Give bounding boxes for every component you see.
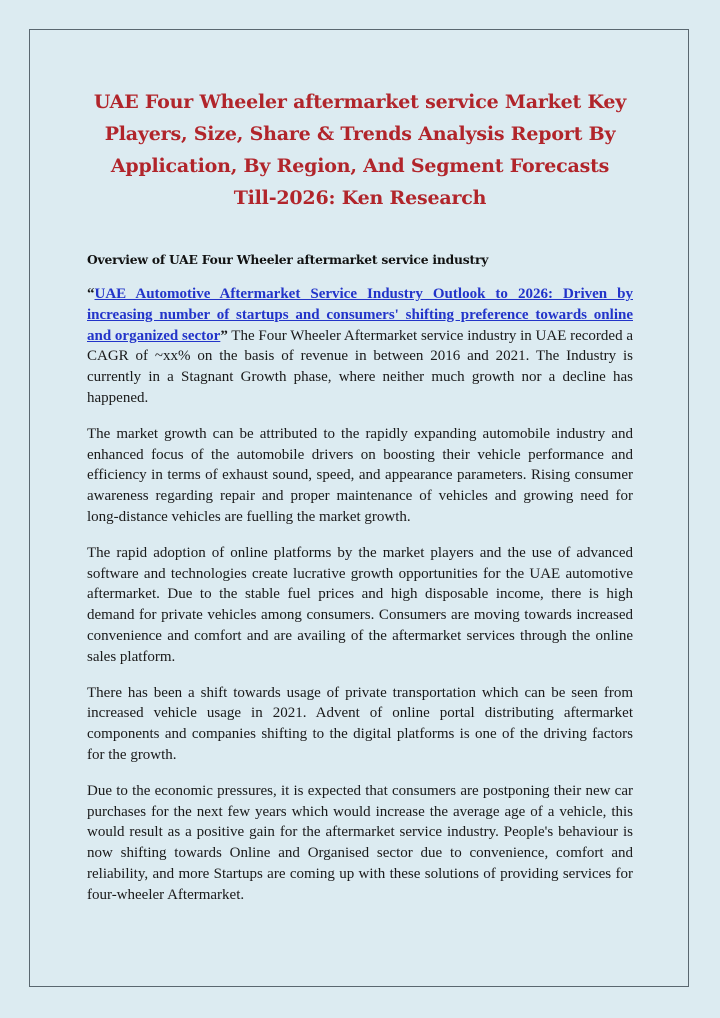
section-heading: Overview of UAE Four Wheeler aftermarket service industry — [87, 252, 489, 267]
report-link[interactable]: UAE Automotive Aftermarket Service Industry Outlook to 2026: Driven by increasing number of startups and consumers' shifting preference towards online and organized sector — [87, 286, 633, 344]
paragraph-overview-body: The Four Wheeler Aftermarket service industry in UAE recorded a CAGR of ~xx% on the basis of revenue in between 2016 and 2021. The Industry is currently in a Stagnant Growth phase, where neither much growth nor a decline has happened. — [87, 327, 633, 406]
paragraph-economic-pressures: Due to the economic pressures, it is expected that consumers are postponing their new car purchases for the next few years which would increase the average age of a vehicle, this would result as a positive gain for the aftermarket service industry. People's behaviour is now shifting towards Online and Organised sector due to convenience, comfort and reliability, and more Startups are coming up with these solutions of providing services for four-wheeler Aftermarket. — [87, 782, 633, 903]
paragraph-private-transport: There has been a shift towards usage of private transportation which can be seen from increased vehicle usage in 2021. Advent of online portal distributing aftermarket components and companies shifting to the digital platforms is one of the driving factors for the growth. — [87, 684, 633, 763]
open-quote: “ — [87, 286, 95, 302]
document-title: UAE Four Wheeler aftermarket service Market Key Players, Size, Share & Trends Analysis Report By Application, By Region, And Segment Forecasts Till-2026: Ken Research — [93, 91, 627, 209]
paragraph-market-growth: The market growth can be attributed to the rapidly expanding automobile industry and enhanced focus of the automobile drivers on boosting their vehicle performance and efficiency in terms of exhaust sound, speed, and appearance parameters. Rising consumer awareness regarding repair and proper maintenance of vehicles and growing need for long-distance vehicles are fuelling the market growth. — [87, 425, 633, 525]
paragraph-online-adoption: The rapid adoption of online platforms by the market players and the use of advanced software and technologies create lucrative growth opportunities for the UAE automotive aftermarket. Due to the stable fuel prices and high disposable income, there is high demand for private vehicles among consumers. Consumers are moving towards increased convenience and comfort and are availing of the aftermarket services through the online sales platform. — [87, 544, 633, 665]
document-content — [87, 86, 633, 906]
paragraph-overview — [87, 284, 633, 409]
close-quote: ” — [220, 327, 228, 344]
